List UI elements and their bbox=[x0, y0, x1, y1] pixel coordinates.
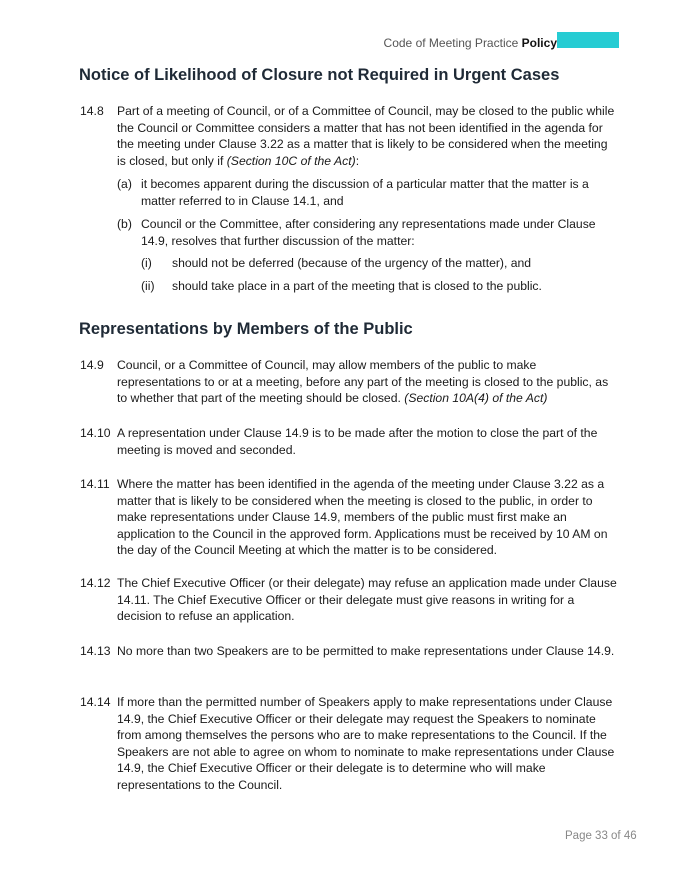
clause-text: Council, or a Committee of Council, may allow members of the public to make representations to or at a meeting, before any part of the meeting is closed to the public, as to whether that part of the meeting should be closed. (Section 10A(4) of the Act) bbox=[117, 358, 609, 406]
clause-text: A representation under Clause 14.9 is to be made after the motion to close the part of the meeting is moved and seconded. bbox=[117, 426, 598, 457]
clause-text: If more than the permitted number of Speakers apply to make representations under Clause 14.9, the Chief Executive Officer or their delegate may request the Speakers to nominate from among themselves the persons who are to make representations to the Council. If the Speakers are not able to agree on whom to nominate to make representations under Clause 14.9, the Chief Executive Officer or their delegate is to determine who will make representations to the Council. bbox=[117, 695, 615, 792]
subclause-label: (a) bbox=[117, 177, 132, 191]
page-number: Page 33 of 46 bbox=[565, 830, 637, 842]
clause-number: 14.13 bbox=[80, 644, 111, 658]
section-heading: Notice of Likelihood of Closure not Required in Urgent Cases bbox=[79, 66, 560, 84]
subclause-label: (ii) bbox=[141, 279, 155, 293]
subclause-label: (i) bbox=[141, 256, 152, 270]
subclause-text: Council or the Committee, after considering any representations made under Clause 14.9, resolves that further discussion of the matter: bbox=[141, 217, 596, 248]
clause-number: 14.14 bbox=[80, 695, 111, 709]
subclause-text: should not be deferred (because of the urgency of the matter), and bbox=[172, 256, 532, 270]
subclause-text: it becomes apparent during the discussion of a particular matter that the matter is a matter referred to in Clause 14.1, and bbox=[141, 177, 589, 208]
clause-number: 14.9 bbox=[80, 358, 104, 372]
subclause-label: (b) bbox=[117, 217, 132, 231]
clause-number: 14.8 bbox=[80, 104, 104, 118]
section-heading: Representations by Members of the Public bbox=[79, 320, 413, 338]
header-title-bold: Policy bbox=[521, 36, 557, 50]
clause-text: The Chief Executive Officer (or their delegate) may refuse an application made under Clause 14.11. The Chief Executive Officer or their delegate must give reasons in writing for a decision to refuse an application. bbox=[117, 576, 617, 624]
clause-text: Part of a meeting of Council, or of a Committee of Council, may be closed to the public while the Council or Committee considers a matter that has not been identified in the agenda for the meeting under Clause 3.22 as a matter that is likely to be considered when the meeting is closed, but only if (Section 10C of the Act): bbox=[117, 104, 615, 168]
subclause-text: should take place in a part of the meeting that is closed to the public. bbox=[172, 279, 542, 293]
clause-number: 14.12 bbox=[80, 576, 111, 590]
clause-number: 14.11 bbox=[80, 477, 110, 491]
running-header bbox=[384, 36, 557, 50]
header-title: Code of Meeting Practice bbox=[383, 36, 519, 50]
clause-text: Where the matter has been identified in the agenda of the meeting under Clause 3.22 as a matter that is likely to be considered when the meeting is closed to the public, in order to make representations under Clause 14.9, members of the public must first make an application to the Council in the approved form. Applications must be received by 10 AM on the day of the Council Meeting at which the matter is to be considered. bbox=[117, 477, 608, 558]
clause-text: No more than two Speakers are to be permitted to make representations under Clause 14.9. bbox=[117, 644, 615, 658]
header-accent-bar bbox=[557, 32, 619, 48]
clause-number: 14.10 bbox=[80, 426, 111, 440]
